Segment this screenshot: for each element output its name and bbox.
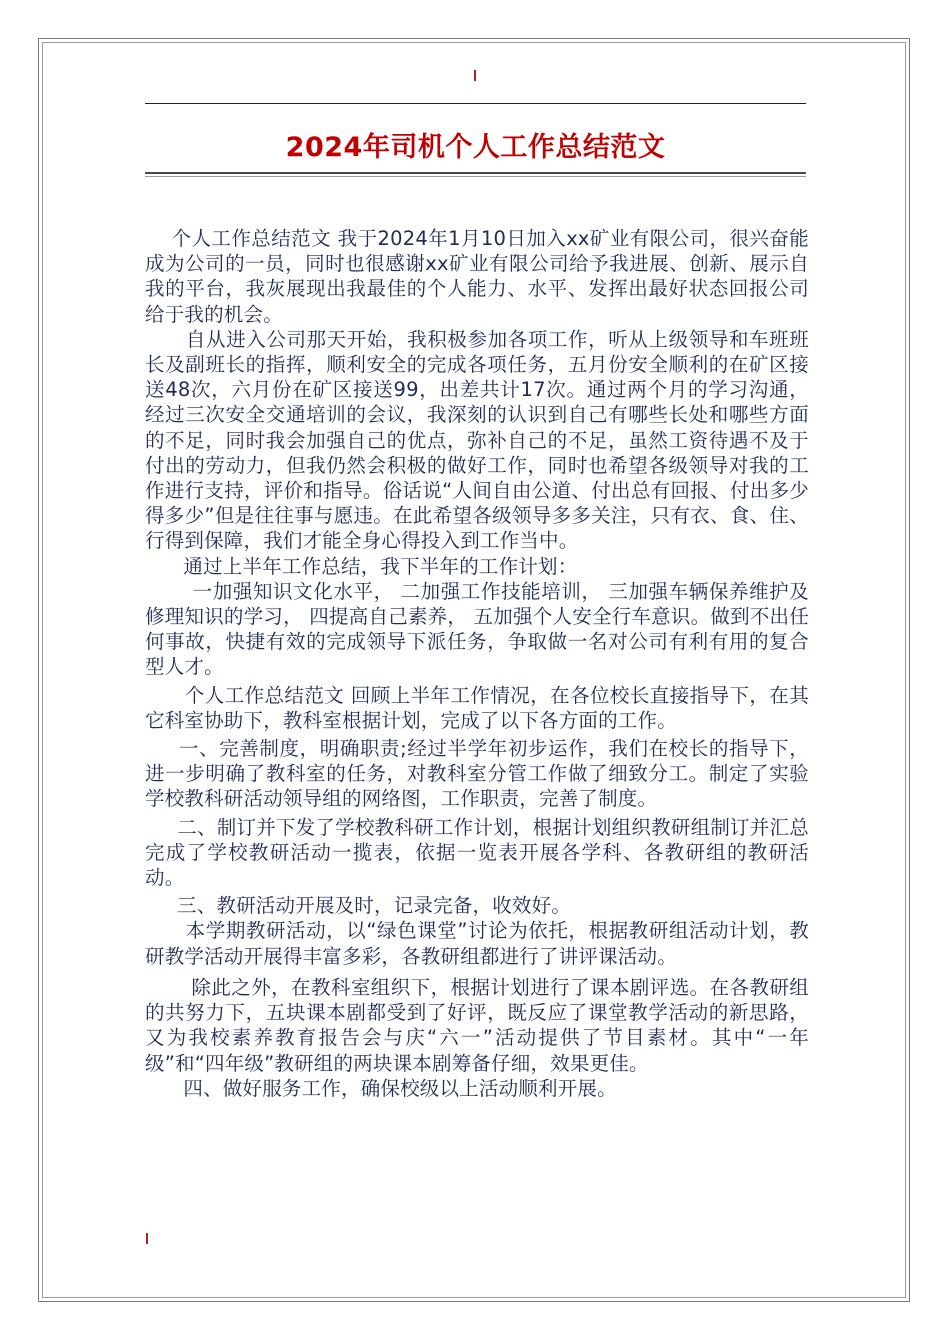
paragraph-1: 个人工作总结范文 我于2024年1月10日加入xx矿业有限公司，很兴奋能成为公司的一员，同时也很感谢xx矿业有限公司给予我进展、创新、展示自我的平台，我灰展现出我最佳的个人能力、水平、发挥出最好状态回报公司给于我的机会。 bbox=[145, 227, 809, 326]
header-rule bbox=[145, 103, 806, 104]
title-rule-thick bbox=[145, 172, 806, 174]
paragraph-3: 通过上半年工作总结，我下半年的工作计划： bbox=[145, 554, 578, 578]
paragraph-2: 自从进入公司那天开始，我积极参加各项工作，听从上级领导和车班班长及副班长的指挥，顺利安全的完成各项任务，五月份安全顺利的在矿区接送48次，六月份在矿区接送99，出差共计17次。通过两个月的学习沟通，经过三次安全交通培训的会议，我深刻的认识到自己有哪些长处和哪些方面的不足，同时我会加强自己的优点，弥补自己的不足，虽然工资待遇不及于付出的劳动力，但我仍然会积极的做好工作，同时也希望各级领导对我的工作进行支持，评价和指导。俗话说“人间自由公道、付出总有回报、付出多少得多少”但是往往事与愿违。在此希望各级领导多多关注，只有衣、食、住、行得到保障，我们才能全身心得投入到工作当中。 bbox=[145, 327, 809, 553]
paragraph-11: 四、做好服务工作，确保校级以上活动顺利开展。 bbox=[145, 1076, 617, 1100]
paragraph-4: 一加强知识文化水平， 二加强工作技能培训， 三加强车辆保养维护及修理知识的学习， 四提高自己素养， 五加强个人安全行车意识。做到不出任何事故，快捷有效的完成领导下派任务，争取做一名对公司有利有用的复合型人才。 bbox=[145, 579, 809, 679]
paragraph-10: 除此之外，在教科室组织下，根据计划进行了课本剧评选。在各教研组的共努力下，五块课本剧都受到了好评，既反应了课堂教学活动的新思路，又为我校素养教育报告会与庆“六一”活动提供了节目素材。其中“一年级”和“四年级”教研组的两块课本剧筹备仔细，效果更佳。 bbox=[145, 975, 809, 1075]
document-body bbox=[145, 226, 809, 1101]
paragraph-8: 三、教研活动开展及时，记录完备，收效好。 bbox=[145, 894, 572, 918]
header-cursor-mark bbox=[474, 70, 476, 81]
title-rule-thin bbox=[145, 176, 806, 177]
paragraph-9: 本学期教研活动，以“绿色课堂”讨论为依托，根据教研组活动计划，教研教学活动开展得丰富多彩，各教研组都进行了讲评课活动。 bbox=[145, 919, 809, 968]
paragraph-5: 个人工作总结范文 回顾上半年工作情况，在各位校长直接指导下，在其它科室协助下，教科室根据计划，完成了以下各方面的工作。 bbox=[145, 683, 809, 732]
footer-cursor-mark bbox=[146, 1233, 148, 1244]
paragraph-7: 二、制订并下发了学校教科研工作计划，根据计划组织教研组制订并汇总完成了学校教研活动一揽表，依据一览表开展各学科、各教研组的教研活动。 bbox=[145, 815, 809, 890]
paragraph-6: 一、完善制度，明确职责;经过半学年初步运作，我们在校长的指导下，进一步明确了教科室的任务，对教科室分管工作做了细致分工。制定了实验学校教科研活动领导组的网络图，工作职责，完善了制度。 bbox=[145, 737, 809, 811]
document-title: 2024年司机个人工作总结范文 bbox=[285, 132, 666, 163]
